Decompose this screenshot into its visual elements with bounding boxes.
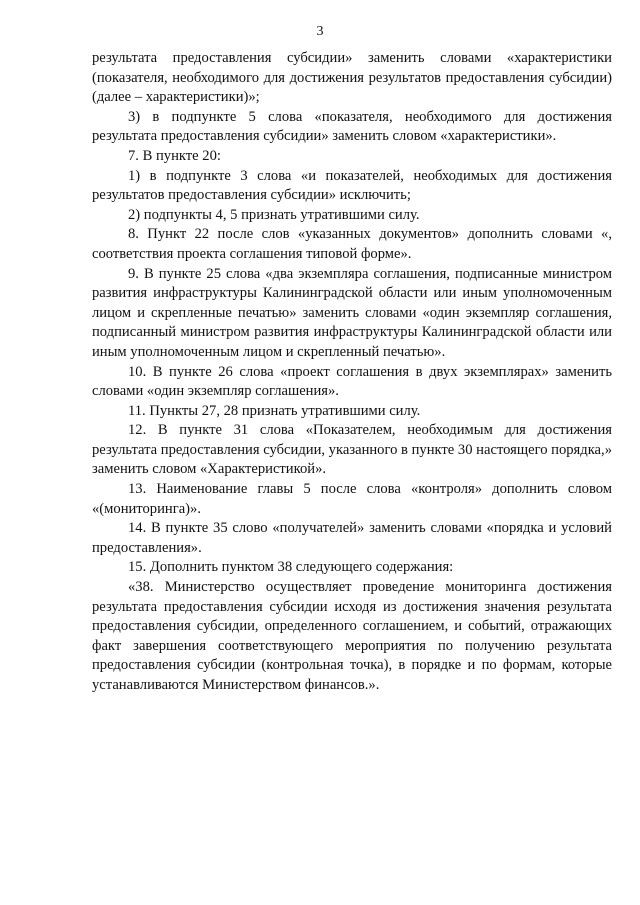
paragraph: 8. Пункт 22 после слов «указанных документов» дополнить словами «, соответствия проекта соглашения типовой форме».	[92, 226, 612, 262]
paragraph: 11. Пункты 27, 28 признать утратившими силу.	[128, 402, 421, 419]
paragraph: 14. В пункте 35 слово «получателей» заменить словами «порядка и условий предоставления».	[92, 520, 612, 556]
paragraph: 3) в подпункте 5 слова «показателя, необходимого для достижения результата предоставления субсидии» заменить словом «характеристики».	[92, 108, 612, 145]
document-body	[92, 49, 612, 696]
page-number: 3	[316, 24, 324, 39]
paragraph: 7. В пункте 20:	[128, 147, 221, 164]
paragraph: 2) подпункты 4, 5 признать утратившими силу.	[128, 206, 420, 223]
paragraph: «38. Министерство осуществляет проведение мониторинга достижения результата предоставления субсидии исходя из достижения значения результата предоставления субсидии, определенного соглашением, и событий, отражающих факт завершения соответствующего мероприятия по получению результата предоставления субсидии (контрольная точка), в порядке и по формам, которые устанавливаются Министерством финансов.».	[92, 579, 612, 693]
paragraph: 9. В пункте 25 слова «два экземпляра соглашения, подписанные министром развития инфраструктуры Калининградской области или иным уполномоченным лицом и скрепленные печатью» заменить словами «один экземпляр соглашения, подписанный министром развития инфраструктуры Калининградской области или иным уполномоченным лицом и скрепленный печатью».	[92, 265, 612, 360]
paragraph: 1) в подпункте 3 слова «и показателей, необходимых для достижения результатов предоставления субсидии» исключить;	[92, 167, 612, 204]
paragraph-continuation: результата предоставления субсидии» заменить словами «характеристики (показателя, необходимого для достижения результатов предоставления субсидии) (далее – характеристики)»;	[92, 50, 612, 106]
paragraph: 12. В пункте 31 слова «Показателем, необходимым для достижения результата предоставления субсидии, указанного в пункте 30 настоящего порядка,» заменить словом «Характеристикой».	[92, 422, 612, 478]
paragraph: 10. В пункте 26 слова «проект соглашения в двух экземплярах» заменить словами «один экземпляр соглашения».	[92, 363, 612, 400]
paragraph: 13. Наименование главы 5 после слова «контроля» дополнить словом «(мониторинга)».	[92, 481, 612, 517]
paragraph: 15. Дополнить пунктом 38 следующего содержания:	[128, 559, 454, 576]
